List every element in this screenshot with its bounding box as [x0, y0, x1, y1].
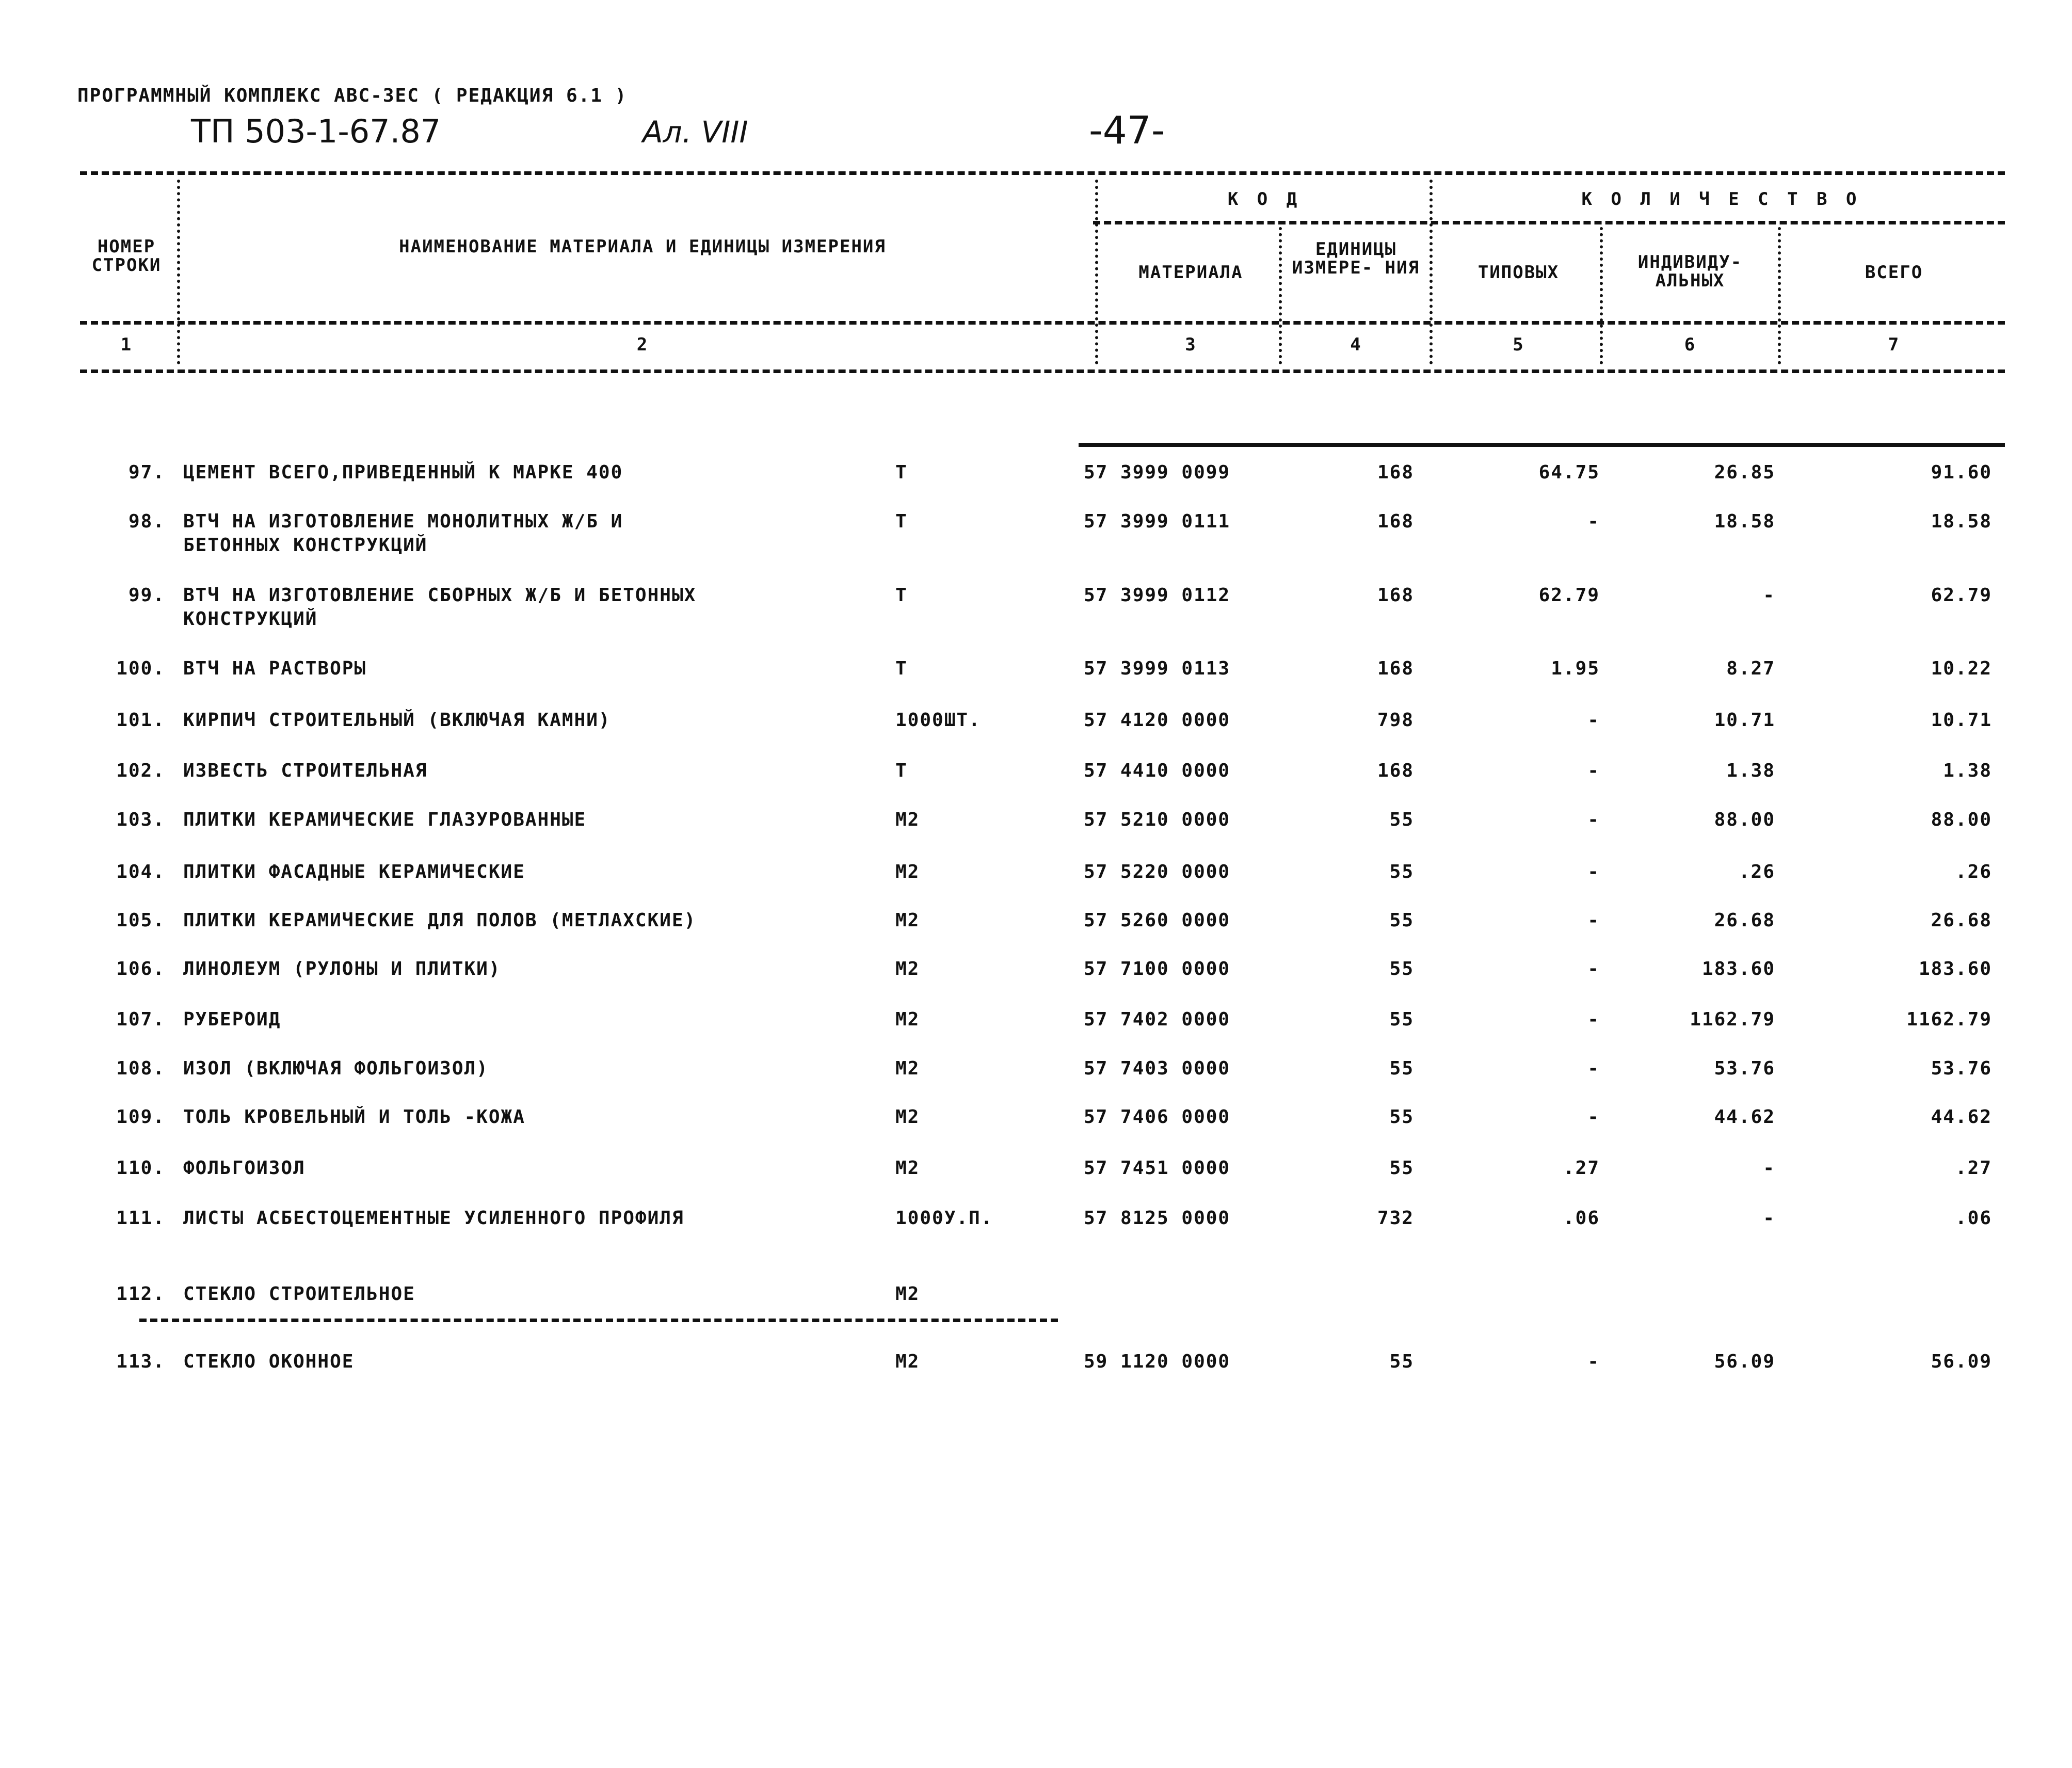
material-name: СТЕКЛО ОКОННОЕ	[183, 1351, 355, 1372]
qty-total: 53.76	[1931, 1058, 1992, 1079]
header-code-material: МАТЕРИАЛА	[1138, 262, 1243, 283]
unit-code: 55	[1389, 861, 1414, 882]
data-block-rule	[1079, 443, 2005, 447]
unit-label: М2	[895, 1058, 920, 1079]
qty-typical: -	[1587, 1009, 1600, 1030]
material-code: 57 4120 0000	[1084, 710, 1231, 731]
qty-total: 1.38	[1943, 760, 1992, 781]
header-name: НАИМЕНОВАНИЕ МАТЕРИАЛА И ЕДИНИЦЫ ИЗМЕРЕНИЯ	[399, 236, 886, 257]
qty-total: 183.60	[1918, 958, 1992, 979]
qty-typical: .06	[1563, 1208, 1600, 1229]
qty-total: 56.09	[1931, 1351, 1992, 1372]
unit-label: Т	[895, 511, 908, 532]
qty-total: 10.71	[1931, 710, 1992, 731]
row-number: 97.	[128, 462, 165, 483]
material-name: ЛИНОЛЕУМ (РУЛОНЫ И ПЛИТКИ)	[183, 958, 501, 979]
qty-typical: -	[1587, 910, 1600, 931]
header-top-rule	[80, 171, 2005, 175]
qty-typical: 62.79	[1538, 585, 1600, 606]
material-name: ВТЧ НА ИЗГОТОВЛЕНИЕ СБОРНЫХ Ж/Б И БЕТОННЫХ	[183, 585, 697, 606]
qty-typical: -	[1587, 809, 1600, 830]
header-qty-individual: ИНДИВИДУ- АЛЬНЫХ	[1637, 252, 1743, 291]
qty-typical: -	[1587, 710, 1600, 731]
col-number: 7	[1888, 334, 1900, 355]
header-group-rule	[1093, 221, 2005, 224]
unit-label: М2	[895, 1009, 920, 1030]
material-name-cont: БЕТОННЫХ КОНСТРУКЦИЙ	[183, 535, 428, 556]
material-name: ПЛИТКИ КЕРАМИЧЕСКИЕ ДЛЯ ПОЛОВ (МЕТЛАХСКИЕ)	[183, 910, 697, 931]
material-code: 57 3999 0099	[1084, 462, 1231, 483]
qty-individual: 26.85	[1714, 462, 1775, 483]
qty-total: 26.68	[1931, 910, 1992, 931]
qty-total: .27	[1955, 1158, 1992, 1179]
qty-individual: 53.76	[1714, 1058, 1775, 1079]
qty-individual: 1162.79	[1690, 1009, 1775, 1030]
material-name: ЦЕМЕНТ ВСЕГО,ПРИВЕДЕННЫЙ К МАРКЕ 400	[183, 462, 623, 483]
unit-code: 168	[1377, 658, 1414, 679]
material-name: СТЕКЛО СТРОИТЕЛЬНОЕ	[183, 1283, 415, 1305]
col-number: 4	[1350, 334, 1362, 355]
qty-typical: -	[1587, 1106, 1600, 1128]
qty-typical: -	[1587, 511, 1600, 532]
row-number: 102.	[116, 760, 165, 781]
col-number: 1	[120, 334, 133, 355]
unit-code: 168	[1377, 462, 1414, 483]
unit-label: М2	[895, 1106, 920, 1128]
unit-code: 55	[1389, 1106, 1414, 1128]
qty-individual: .26	[1738, 861, 1775, 882]
unit-label: М2	[895, 1351, 920, 1372]
unit-label: М2	[895, 1283, 920, 1305]
qty-total: 10.22	[1931, 658, 1992, 679]
row-number: 104.	[116, 861, 165, 882]
col-number: 5	[1513, 334, 1524, 355]
header-qty-group: К О Л И Ч Е С Т В О	[1581, 189, 1861, 210]
unit-code: 55	[1389, 1351, 1414, 1372]
material-name: ВТЧ НА РАСТВОРЫ	[183, 658, 367, 679]
header-bottom-rule	[80, 369, 2005, 373]
material-name: ФОЛЬГОИЗОЛ	[183, 1158, 306, 1179]
col-sep-3	[1279, 227, 1282, 364]
unit-label: М2	[895, 958, 920, 979]
qty-individual: -	[1763, 1208, 1775, 1229]
col-sep-2	[1095, 180, 1098, 364]
qty-total: .26	[1955, 861, 1992, 882]
row-number: 108.	[116, 1058, 165, 1079]
qty-typical: -	[1587, 760, 1600, 781]
row-112-rule	[139, 1319, 1058, 1322]
qty-total: 44.62	[1931, 1106, 1992, 1128]
unit-label: М2	[895, 910, 920, 931]
qty-typical: -	[1587, 958, 1600, 979]
row-number: 101.	[116, 710, 165, 731]
header-code-group: К О Д	[1227, 189, 1302, 210]
qty-individual: 44.62	[1714, 1106, 1775, 1128]
unit-code: 55	[1389, 910, 1414, 931]
material-code: 57 3999 0111	[1084, 511, 1231, 532]
row-number: 105.	[116, 910, 165, 931]
row-number: 106.	[116, 958, 165, 979]
qty-individual: 18.58	[1714, 511, 1775, 532]
material-code: 57 7402 0000	[1084, 1009, 1231, 1030]
material-code: 57 7100 0000	[1084, 958, 1231, 979]
col-sep-4	[1429, 180, 1433, 364]
unit-label: 1000У.П.	[895, 1208, 993, 1229]
doc-code: ТП 503-1-67.87	[191, 112, 441, 150]
unit-code: 732	[1377, 1208, 1414, 1229]
qty-individual: 10.71	[1714, 710, 1775, 731]
material-code: 57 5260 0000	[1084, 910, 1231, 931]
qty-individual: 1.38	[1726, 760, 1775, 781]
qty-typical: 1.95	[1551, 658, 1600, 679]
qty-typical: .27	[1563, 1158, 1600, 1179]
qty-individual: -	[1763, 1158, 1775, 1179]
unit-label: Т	[895, 462, 908, 483]
qty-individual: 56.09	[1714, 1351, 1775, 1372]
material-code: 57 3999 0113	[1084, 658, 1231, 679]
qty-individual: 8.27	[1726, 658, 1775, 679]
qty-typical: 64.75	[1538, 462, 1600, 483]
unit-label: 1000ШТ.	[895, 710, 981, 731]
unit-code: 55	[1389, 809, 1414, 830]
material-code: 57 5220 0000	[1084, 861, 1231, 882]
qty-individual: -	[1763, 585, 1775, 606]
material-name: ПЛИТКИ КЕРАМИЧЕСКИЕ ГЛАЗУРОВАННЫЕ	[183, 809, 587, 830]
unit-code: 55	[1389, 1009, 1414, 1030]
unit-code: 55	[1389, 1058, 1414, 1079]
material-code: 57 4410 0000	[1084, 760, 1231, 781]
material-code: 57 5210 0000	[1084, 809, 1231, 830]
qty-typical: -	[1587, 861, 1600, 882]
col-number: 3	[1185, 334, 1197, 355]
material-name: РУБЕРОИД	[183, 1009, 281, 1030]
qty-typical: -	[1587, 1058, 1600, 1079]
material-name: ВТЧ НА ИЗГОТОВЛЕНИЕ МОНОЛИТНЫХ Ж/Б И	[183, 511, 623, 532]
material-code: 59 1120 0000	[1084, 1351, 1231, 1372]
col-number: 6	[1684, 334, 1696, 355]
material-name: КИРПИЧ СТРОИТЕЛЬНЫЙ (ВКЛЮЧАЯ КАМНИ)	[183, 710, 611, 731]
material-code: 57 7406 0000	[1084, 1106, 1231, 1128]
qty-total: .06	[1955, 1208, 1992, 1229]
col-number: 2	[636, 334, 649, 355]
qty-total: 1162.79	[1906, 1009, 1992, 1030]
unit-code: 168	[1377, 760, 1414, 781]
qty-individual: 88.00	[1714, 809, 1775, 830]
row-number: 103.	[116, 809, 165, 830]
header-row-no: НОМЕР СТРОКИ	[91, 236, 162, 276]
qty-total: 18.58	[1931, 511, 1992, 532]
material-name: ТОЛЬ КРОВЕЛЬНЫЙ И ТОЛЬ -КОЖА	[183, 1106, 525, 1128]
row-number: 100.	[116, 658, 165, 679]
material-name-cont: КОНСТРУКЦИЙ	[183, 608, 318, 630]
header-qty-total: ВСЕГО	[1865, 262, 1923, 283]
material-name: ИЗВЕСТЬ СТРОИТЕЛЬНАЯ	[183, 760, 428, 781]
row-number: 98.	[128, 511, 165, 532]
qty-individual: 26.68	[1714, 910, 1775, 931]
header-code-unit: ЕДИНИЦЫ ИЗМЕРЕ- НИЯ	[1292, 239, 1420, 278]
unit-label: Т	[895, 658, 908, 679]
material-name: ЛИСТЫ АСБЕСТОЦЕМЕНТНЫЕ УСИЛЕННОГО ПРОФИЛЯ	[183, 1208, 684, 1229]
material-code: 57 7451 0000	[1084, 1158, 1231, 1179]
unit-label: М2	[895, 861, 920, 882]
material-code: 57 8125 0000	[1084, 1208, 1231, 1229]
row-number: 107.	[116, 1009, 165, 1030]
album-label: Ал. VIII	[643, 115, 748, 150]
qty-typical: -	[1587, 1351, 1600, 1372]
row-number: 110.	[116, 1158, 165, 1179]
col-sep-1	[177, 180, 180, 364]
qty-total: 91.60	[1931, 462, 1992, 483]
col-sep-6	[1778, 227, 1781, 364]
material-code: 57 3999 0112	[1084, 585, 1231, 606]
unit-code: 55	[1389, 1158, 1414, 1179]
qty-individual: 183.60	[1701, 958, 1775, 979]
unit-label: Т	[895, 585, 908, 606]
page-number: -47-	[1089, 108, 1165, 153]
material-name: ИЗОЛ (ВКЛЮЧАЯ ФОЛЬГОИЗОЛ)	[183, 1058, 489, 1079]
qty-total: 62.79	[1931, 585, 1992, 606]
row-number: 109.	[116, 1106, 165, 1128]
header-mid-rule	[80, 321, 2005, 325]
unit-label: Т	[895, 760, 908, 781]
unit-code: 55	[1389, 958, 1414, 979]
unit-code: 168	[1377, 585, 1414, 606]
material-code: 57 7403 0000	[1084, 1058, 1231, 1079]
qty-total: 88.00	[1931, 809, 1992, 830]
program-line: ПРОГРАММНЫЙ КОМПЛЕКС АВС-3ЕС ( РЕДАКЦИЯ 6.1 )	[77, 85, 628, 106]
unit-code: 798	[1377, 710, 1414, 731]
unit-code: 168	[1377, 511, 1414, 532]
unit-label: М2	[895, 1158, 920, 1179]
row-number: 99.	[128, 585, 165, 606]
row-number: 112.	[116, 1283, 165, 1305]
material-name: ПЛИТКИ ФАСАДНЫЕ КЕРАМИЧЕСКИЕ	[183, 861, 525, 882]
row-number: 111.	[116, 1208, 165, 1229]
col-sep-5	[1600, 227, 1603, 364]
row-number: 113.	[116, 1351, 165, 1372]
header-qty-typical: ТИПОВЫХ	[1477, 262, 1560, 283]
unit-label: М2	[895, 809, 920, 830]
